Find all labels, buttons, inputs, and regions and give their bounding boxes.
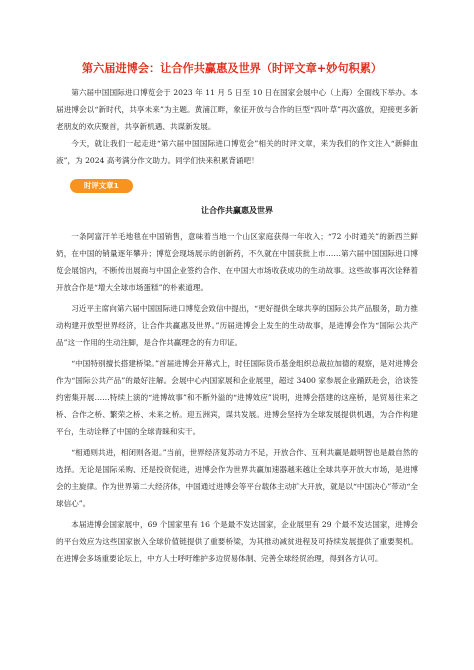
article-paragraph-1: 一条阿富汗羊毛地毯在中国销售，意味着当地一个山区家庭获得一年收入；“72 小时通关”的新西兰鲜奶，在中国的销量逐年攀升；博览会现场展示的创新药，不久就在中国获批上市……第六届中国国际进口博览会展馆内，不断传出展商与中国企业签约合作、在中国大市场收获成功的生动故事。这些故事再次诠释着开放合作是“增大全球市场蛋糕”的朴素道理。	[56, 232, 418, 292]
section-badge: 时评文章1	[70, 179, 133, 193]
article-paragraph-2: 习近平主席向第六届中国国际进口博览会致信中提出，“更好提供全球共享的国际公共产品服务，助力推动构建开放型世界经济，让合作共赢惠及世界。”历届进博会上发生的生动故事，是进博会作为“国际公共产品”这一作用的生动注脚，是合作共赢理念的有力印证。	[56, 304, 418, 347]
article-paragraph-5: 本届进博会国家展中，69 个国家里有 16 个是最不发达国家，企业展里有 29 个最不发达国家，进博会的平台效应为这些国家嵌入全球价值链提供了重要桥梁，为其推动减贫进程及可持续发展提供了重要契机。在进博会多场重要论坛上，中方人士呼吁维护多边贸易体制、完善全球经贸治理，得到各方认可。	[56, 520, 418, 563]
intro-paragraph-1: 第六届中国国际进口博览会于 2023 年 11 月 5 日至 10 日在国家会展中心（上海）全面线下举办。本届进博会以“新时代，共享未来”为主题。黄浦江畔，象征开放与合作的巨型“四叶草”再次盛放，迎接更多新老朋友的欢庆聚首，共享新机遇、共谋新发展。	[56, 88, 418, 131]
article-paragraph-4: “相通则共进，相闭则各退。”当前，世界经济复苏动力不足，开放合作、互利共赢是最明智也是最自然的选择。无论是国际采购、还是投资促进，进博会作为世界共赢加速器越来越让全球共享开放大市场，是进博会的主旋律。作为世界第二大经济体，中国通过进博会等平台载体主动扩大开放，就是以“中国决心”带动“全球信心”。	[56, 448, 418, 508]
intro-paragraph-2: 今天，就让我们一起走进“第六届中国国际进口博览会”相关的时评文章，来为我们的作文注入“新鲜血液”，为 2024 高考满分作文助力。同学们快来积累背诵吧！	[56, 139, 418, 165]
article-paragraph-3: “中国特别擅长搭建桥梁。”首届进博会开幕式上，时任国际货币基金组织总裁拉加德的观察，是对进博会作为“国际公共产品”的最好注解。会展中心内国家展和企业展里，超过 3400 家参展企业踊跃赴会，洽谈签约密集开展……特续上演的“进博故事”和不断外溢的“进博效应”说明，进博会搭建的这座桥，是贸易往来之桥、合作之桥、繁荣之桥、未来之桥。迎五洲宾，谋共发展。进博会坚持为全球发展提供机遇，为合作构建平台，生动诠释了中国的全球青睐和实干。	[56, 359, 418, 436]
article-title: 让合作共赢惠及世界	[201, 206, 273, 215]
document-title: 第六届进博会：让合作共赢惠及世界（时评文章+妙句积累）	[81, 62, 383, 75]
